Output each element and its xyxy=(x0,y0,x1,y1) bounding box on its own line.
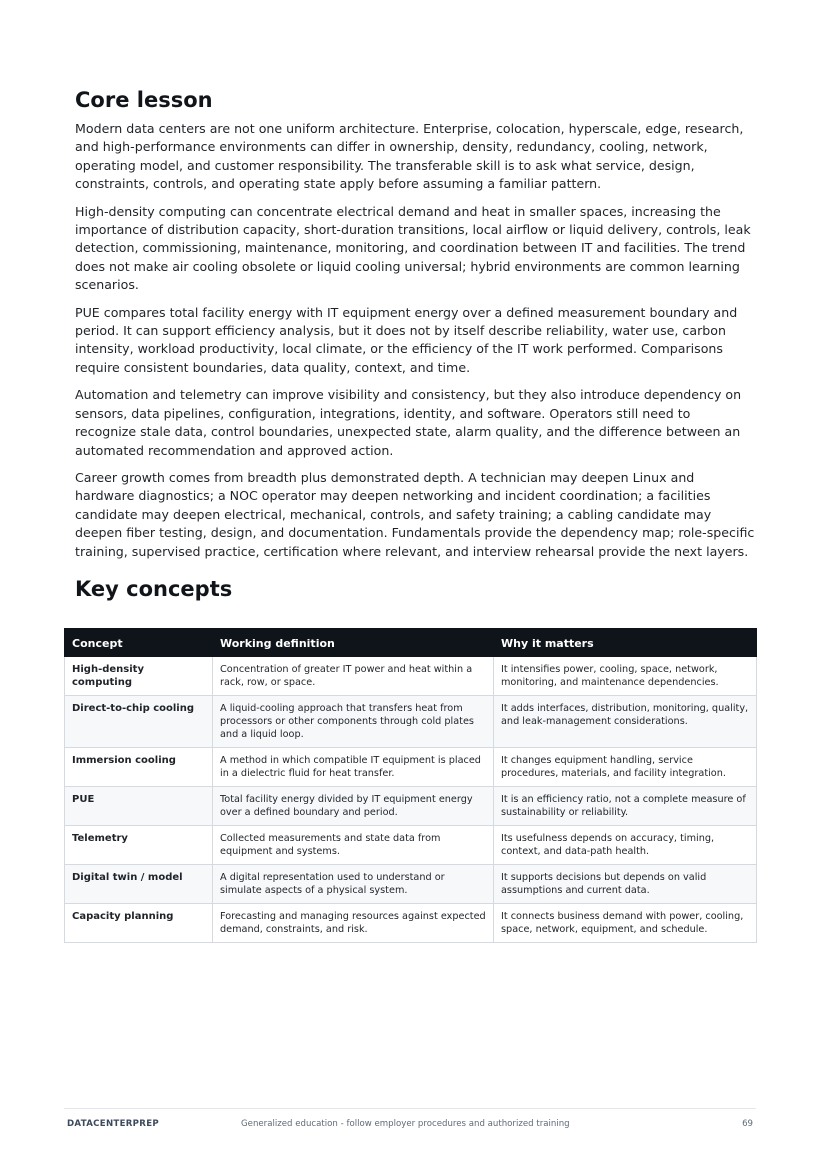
core-lesson-paragraph: Modern data centers are not one uniform architecture. Enterprise, colocation, hyperscale, edge, research, and high-performance environments can differ in ownership, density, redundancy, cooling, network, operating model, and customer responsibility. The transferable skill is to ask what service, design, constraints, controls, and operating state apply before assuming a familiar pattern. xyxy=(75,121,744,192)
page-footer xyxy=(64,1108,756,1139)
table-row xyxy=(65,826,757,865)
concept-cell: Telemetry xyxy=(65,826,213,865)
definition-cell: A method in which compatible IT equipment is placed in a dielectric fluid for heat transfer. xyxy=(213,748,494,787)
concept-cell: Direct-to-chip cooling xyxy=(65,696,213,748)
definition-cell: A liquid-cooling approach that transfers heat from processors or other components through cold plates and a liquid loop. xyxy=(213,696,494,748)
table-row xyxy=(65,904,757,943)
core-lesson-heading: Core lesson xyxy=(75,88,213,112)
definition-cell: A digital representation used to understand or simulate aspects of a physical system. xyxy=(213,865,494,904)
why-cell: Its usefulness depends on accuracy, timing, context, and data-path health. xyxy=(494,826,757,865)
why-cell: It adds interfaces, distribution, monitoring, quality, and leak-management considerations. xyxy=(494,696,757,748)
why-cell: It is an efficiency ratio, not a complete measure of sustainability or reliability. xyxy=(494,787,757,826)
core-lesson-paragraph: High-density computing can concentrate electrical demand and heat in smaller spaces, increasing the importance of distribution capacity, short-duration transitions, local airflow or liquid delivery, controls, leak detection, commissioning, maintenance, monitoring, and coordination between IT and facilities. The trend does not make air cooling obsolete or liquid cooling universal; hybrid environments are common learning scenarios. xyxy=(75,203,751,293)
definition-cell: Concentration of greater IT power and heat within a rack, row, or space. xyxy=(213,657,494,696)
table-row xyxy=(65,787,757,826)
core-lesson-paragraph: PUE compares total facility energy with IT equipment energy over a defined measurement boundary and period. It can support efficiency analysis, but it does not by itself describe reliability, water use, carbon intensity, workload productivity, local climate, or the efficiency of the IT work performed. Comparisons require consistent boundaries, data quality, context, and time. xyxy=(75,304,738,375)
table-header-row xyxy=(65,629,757,657)
table-row xyxy=(65,748,757,787)
definition-cell: Collected measurements and state data from equipment and systems. xyxy=(213,826,494,865)
core-lesson-paragraph: Career growth comes from breadth plus demonstrated depth. A technician may deepen Linux and hardware diagnostics; a NOC operator may deepen networking and incident coordination; a facilities candidate may deepen electrical, mechanical, controls, and safety training; a cabling candidate may deepen fiber testing, design, and documentation. Fundamentals provide the dependency map; role-specific training, supervised practice, certification where relevant, and interview rehearsal provide the next layers. xyxy=(75,469,755,559)
why-cell: It connects business demand with power, cooling, space, network, equipment, and schedule. xyxy=(494,904,757,943)
table-row xyxy=(65,657,757,696)
concept-cell: Digital twin / model xyxy=(65,865,213,904)
footer-note: Generalized education - follow employer procedures and authorized training xyxy=(241,1119,570,1129)
table-row xyxy=(65,865,757,904)
definition-cell: Forecasting and managing resources against expected demand, constraints, and risk. xyxy=(213,904,494,943)
table-row xyxy=(65,696,757,748)
column-header-why: Why it matters xyxy=(494,629,757,657)
concept-cell: High-density computing xyxy=(65,657,213,696)
core-lesson-section xyxy=(75,86,755,610)
why-cell: It supports decisions but depends on valid assumptions and current data. xyxy=(494,865,757,904)
core-lesson-paragraph: Automation and telemetry can improve visibility and consistency, but they also introduce dependency on sensors, data pipelines, configuration, integrations, identity, and software. Operators still need to recognize stale data, control boundaries, unexpected state, alarm quality, and the difference between an automated recommendation and approved action. xyxy=(75,387,742,458)
why-cell: It intensifies power, cooling, space, network, monitoring, and maintenance dependencies. xyxy=(494,657,757,696)
key-concepts-heading: Key concepts xyxy=(75,576,233,601)
column-header-definition: Working definition xyxy=(213,629,494,657)
concept-cell: Immersion cooling xyxy=(65,748,213,787)
definition-cell: Total facility energy divided by IT equipment energy over a defined boundary and period. xyxy=(213,787,494,826)
concept-cell: Capacity planning xyxy=(65,904,213,943)
page-number: 69 xyxy=(742,1119,753,1129)
concept-cell: PUE xyxy=(65,787,213,826)
footer-brand: DATACENTERPREP xyxy=(67,1119,159,1129)
column-header-concept: Concept xyxy=(65,629,213,657)
why-cell: It changes equipment handling, service procedures, materials, and facility integration. xyxy=(494,748,757,787)
key-concepts-table xyxy=(64,628,757,943)
